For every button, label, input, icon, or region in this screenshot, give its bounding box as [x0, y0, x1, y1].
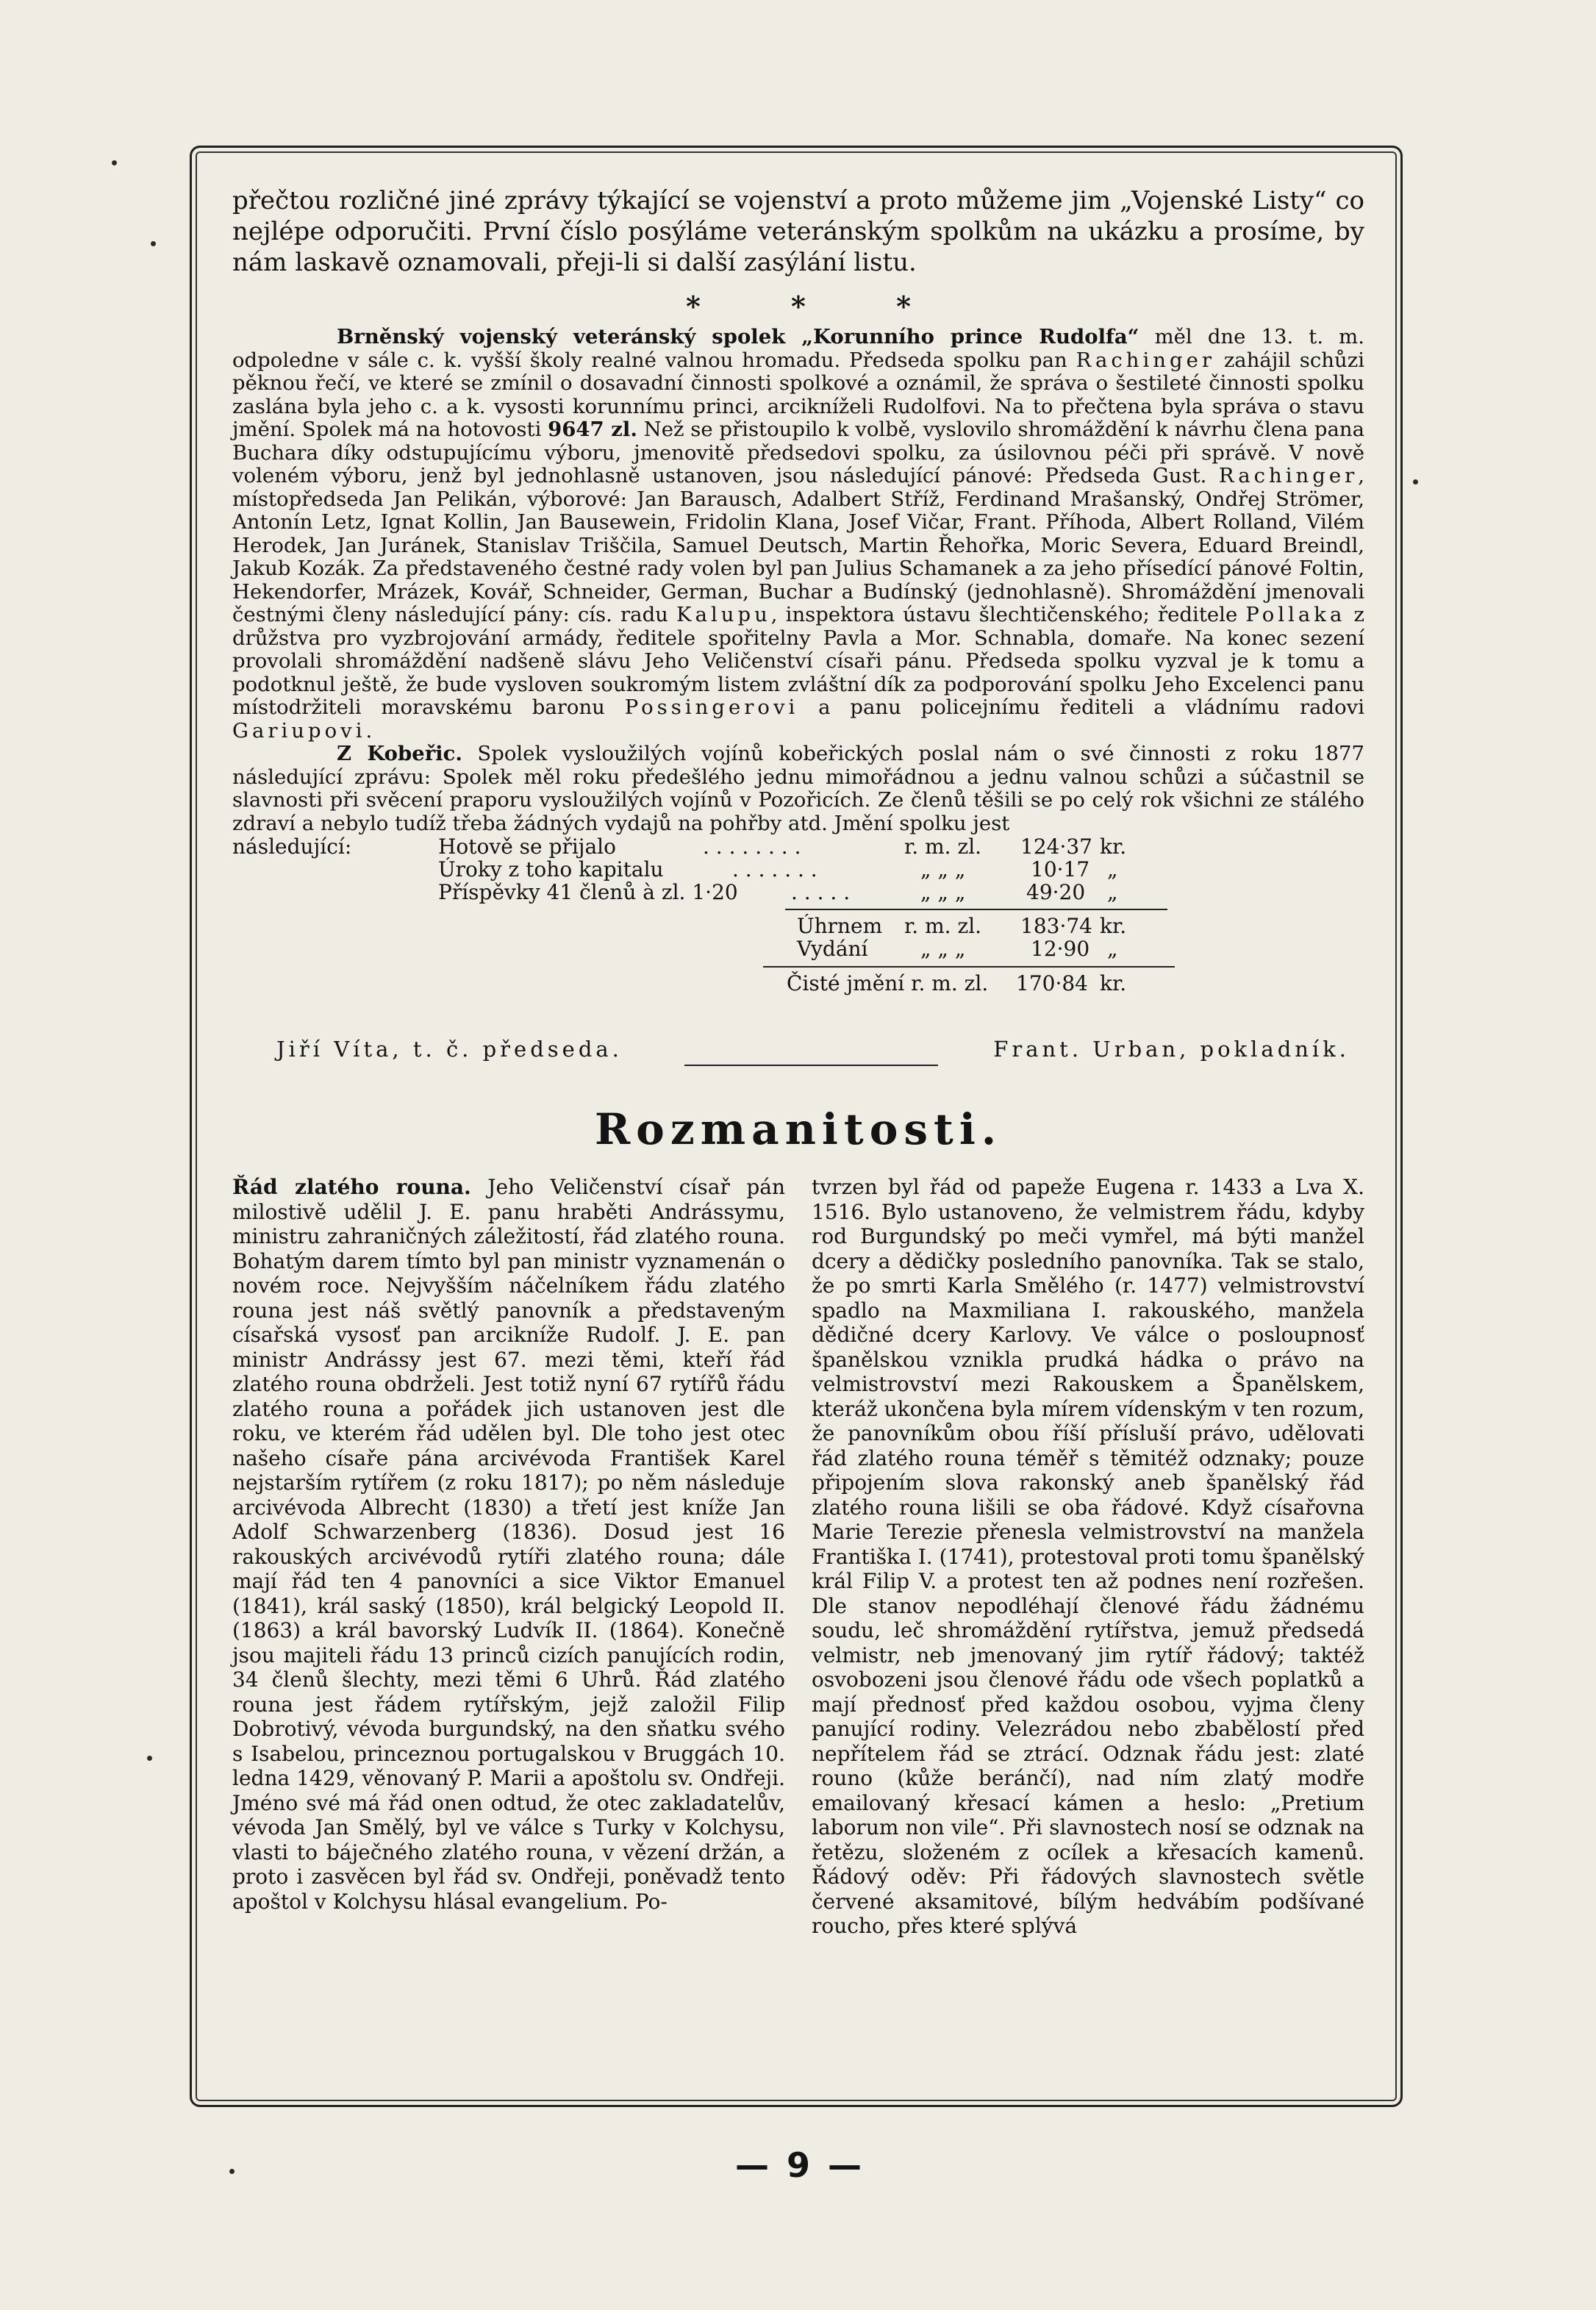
- net-rule: [763, 966, 1175, 968]
- page-content: [232, 185, 1364, 1939]
- section-separator: * * *: [685, 290, 912, 323]
- brno-report-title: Brněnský vojenský veteránský spolek „Korunního prince Rudolfa“: [337, 325, 1139, 348]
- signature-divider: [684, 1065, 938, 1066]
- koberic-report-title: Z Kobeřic.: [337, 742, 462, 765]
- koberic-report: Z Kobeřic. Spolek vysloužilých vojínů kobeřických poslal nám o své činnosti z roku 1877 následující zprávu: Spolek měl roku předešlého jednu mimořádnou a jednu valnou schůzi a súčastnil se slavnosti při svěcení praporu vysloužilých vojínů v Pozořicích. Ze členů těšili se po celý rok všichni ze stálého zdraví a nebylo tudíž třeba žádných vydajů na pohřby atd. Jmění spolku jest: [232, 742, 1364, 835]
- page-number: — 9 —: [735, 2145, 865, 2185]
- brno-report: Brněnský vojenský veteránský spolek „Korunního prince Rudolfa“ měl dne 13. t. m. odpoledne v sále c. k. vyšší školy realné valnou hromadu. Předseda spolku pan Rachinger zahájil schůzi pěknou řečí, ve které se zmínil o dosavadní činnosti spolkové a oznámil, že správa o šestileté činnosti spolku zaslána byla jeho c. a k. vysosti korunnímu princi, arcikníželi Rudolfovi. Na to přečtena byla správa o stavu jmění. Spolek má na hotovosti 9647 zl. Než se přistoupilo k volbě, vyslovilo shromáždění k návrhu člena pana Buchara díky odstupujícímu výboru, jmenovitě předsedovi spolku, za úsilovnou péči při správě. V nově voleném výboru, jenž byl jednohlasně ustanoven, jsou následující pánové: Předseda Gust. Rachinger, místopředseda Jan Pelikán, výborové: Jan Barausch, Adalbert Stříž, Ferdinand Mrašanský, Ondřej Strömer, Antonín Letz, Ignat Kollin, Jan Bausewein, Fridolin Klana, Josef Vičar, Frant. Příhoda, Albert Rolland, Vilém Herodek, Jan Juránek, Stanislav Triščila, Samuel Deutsch, Martin Řehořka, Moric Severa, Eduard Breindl, Jakub Kozák. Za představeného čestné rady volen byl pan Julius Schamanek a za jeho přísedící pánové Foltin, Hekendorfer, Mrázek, Kovář, Schneider, German, Buchar a Budínský (jednohlasně). Shromáždění jmenovali čestnými členy následující pány: cís. radu Kalupu, inspektora ústavu šlechtičenského; ředitele Pollaka z drůžstva pro vyzbrojování armády, ředitele spořitelny Pavla a Mor. Schnabla, domaře. Na konec sezení provolali shromáždění nadšeně slávu Jeho Veličenství císaři pánu. Předseda spolku vyzval je k tomu a podotknul ještě, že bude vysloven soukromým listem zvláštní dík za podporování spolku Jeho Excelenci panu místodržiteli moravskému baronu Possingerovi a panu policejnímu řediteli a vládnímu radovi Gariupovi.: [232, 325, 1364, 743]
- article-right-column: tvrzen byl řád od papeže Eugena r. 1433 a Lva X. 1516. Bylo ustanoveno, že velmistrem řádu, kdyby rod Burgundský po meči vymřel, má býti manžel dcery a dědičky posledního panovníka. Tak se stalo, že po smrti Karla Smělého (r. 1477) velmistrovství spadlo na Maxmiliana I. rakouského, manžela dědičné dcery Karlovy. Ve válce o posloupnosť španělskou vznikla prudká hádka o právo na velmistrovství mezi Rakouskem a Španělskem, kteráž ukončena byla mírem vídenským v ten rozum, že panovníkům obou říší přísluší právo, udělovati řád zlatého rouna téměř s těmitéž odznaky; pouze připojením slova rakonský aneb španělský řád zlatého rouna lišili se oba řádové. Když císařovna Marie Terezie přenesla velmistrovství na manžela Františka I. (1741), protestoval proti tomu španělský král Filip V. a protest ten až podnes není rozřešen. Dle stanov nepodléhají členové řádu žádnému soudu, leč shromáždění rytířstva, jemuž předsedá velmistr, neb jmenovaný jim rytíř řádový; taktéž osvobozeni jsou členové řádu ode všech poplatků a mají přednosť před každou osobou, vyjma členy panující rodiny. Velezrádou nebo zbabělostí před nepřítelem řád se ztrácí. Odznak řádu jest: zlaté rouno (kůže beránčí), nad ním zlatý modře emailovaný křesací kámen a heslo: „Pretium laborum non vile“. Při slavnostech nosí se odznak na řetězu, složeném z ocílek a křesacích kamenů. Řádový oděv: Při řádových slavnostech světle červené aksamitové, bílým hedvábím podšívané roucho, přes které splývá: [812, 1175, 1364, 1938]
- article-columns: [232, 1175, 1364, 1939]
- print-speck: [229, 2169, 235, 2174]
- intro-paragraph: přečtou rozličné jiné zprávy týkající se vojenství a proto můžeme jim „Vojenské Listy“ co nejlépe odporučiti. První číslo posýláme veteránským spolkům na ukázku a prosíme, by nám laskavě oznamovali, přeji-li si další zasýlání listu.: [232, 186, 1364, 277]
- section-heading: Rozmanitosti.: [594, 1104, 1003, 1154]
- treasurer-signature: Frant. Urban, pokladník.: [993, 1037, 1350, 1062]
- finance-lead: následující:: [232, 834, 352, 859]
- print-speck: [112, 160, 117, 165]
- print-speck: [1413, 479, 1418, 484]
- article-left-column: Řád zlatého rouna. Jeho Veličenství císař pán milostivě udělil J. E. panu hraběti Andrássymu, ministru zahraničných záležitostí, řád zlatého rouna. Bohatým darem tímto byl pan ministr vyznamenán o novém roce. Nejvyšším náčelníkem řádu zlatého rouna jest náš světlý panovník a představeným císařská vysosť pan arcikníže Rudolf. J. E. pan ministr Andrássy jest 67. mezi těmi, kteří řád zlatého rouna obdrželi. Jest totiž nyní 67 rytířů řádu zlatého rouna a pořádek jich ustanoven jest dle roku, ve kterém řád udělen byl. Dle toho jest otec našeho císaře pána arcivévoda František Karel nejstarším rytířem (z roku 1817); po něm následuje arcivévoda Albrecht (1830) a třetí jest kníže Jan Adolf Schwarzenberg (1836). Dosud jest 16 rakouských arcivévodů rytíři zlatého rouna; dále mají řád ten 4 panovníci a sice Viktor Emanuel (1841), král saský (1850), král belgický Leopold II. (1863) a král bavorský Ludvík II. (1864). Konečně jsou majiteli řádu 13 princů cizích panujících rodin, 34 členů šlechty, mezi těmi 6 Uhrů. Řád zlatého rouna jest řádem rytířským, jejž založil Filip Dobrotivý, vévoda burgundský, na den sňatku svého s Isabelou, princeznou portugalskou v Bruggách 10. ledna 1429, věnovaný P. Marii a apoštolu sv. Ondřeji. Jméno své má řád onen odtud, že otec zakladatelův, vévoda Jan Smělý, byl ve válce s Turky v Kolchysu, vlasti to báječného zlatého rouna, v vězení držán, a proto i zasvěcen byl řád sv. Ondřeji, poněvadž tento apoštol v Kolchysu hlásal evangelium. Po-: [232, 1175, 785, 1914]
- sum-rule: [785, 909, 1167, 910]
- print-speck: [151, 241, 156, 246]
- print-speck: [147, 1756, 152, 1761]
- signature-row: [232, 1016, 1364, 1068]
- finance-table: následující: Hotově se přijalo . . . . . . . . r. m. zl. 124·37 kr. Úroky z toho kapitalu . . . . . . . „ „ „ 10·17 „ Příspěvky 41 členů à zl. 1·20 . . . . . „ „ „ 49·20 „ Úhrnem r. m. zl. 183·74 kr. Vydání „ „ „ 12·90 „ Čisté jmění r. m. zl. 170·84 kr.: [232, 835, 1364, 1016]
- article-title: Řád zlatého rouna.: [232, 1175, 471, 1199]
- chairman-signature: Jiří Víta, t. č. předseda.: [276, 1037, 623, 1062]
